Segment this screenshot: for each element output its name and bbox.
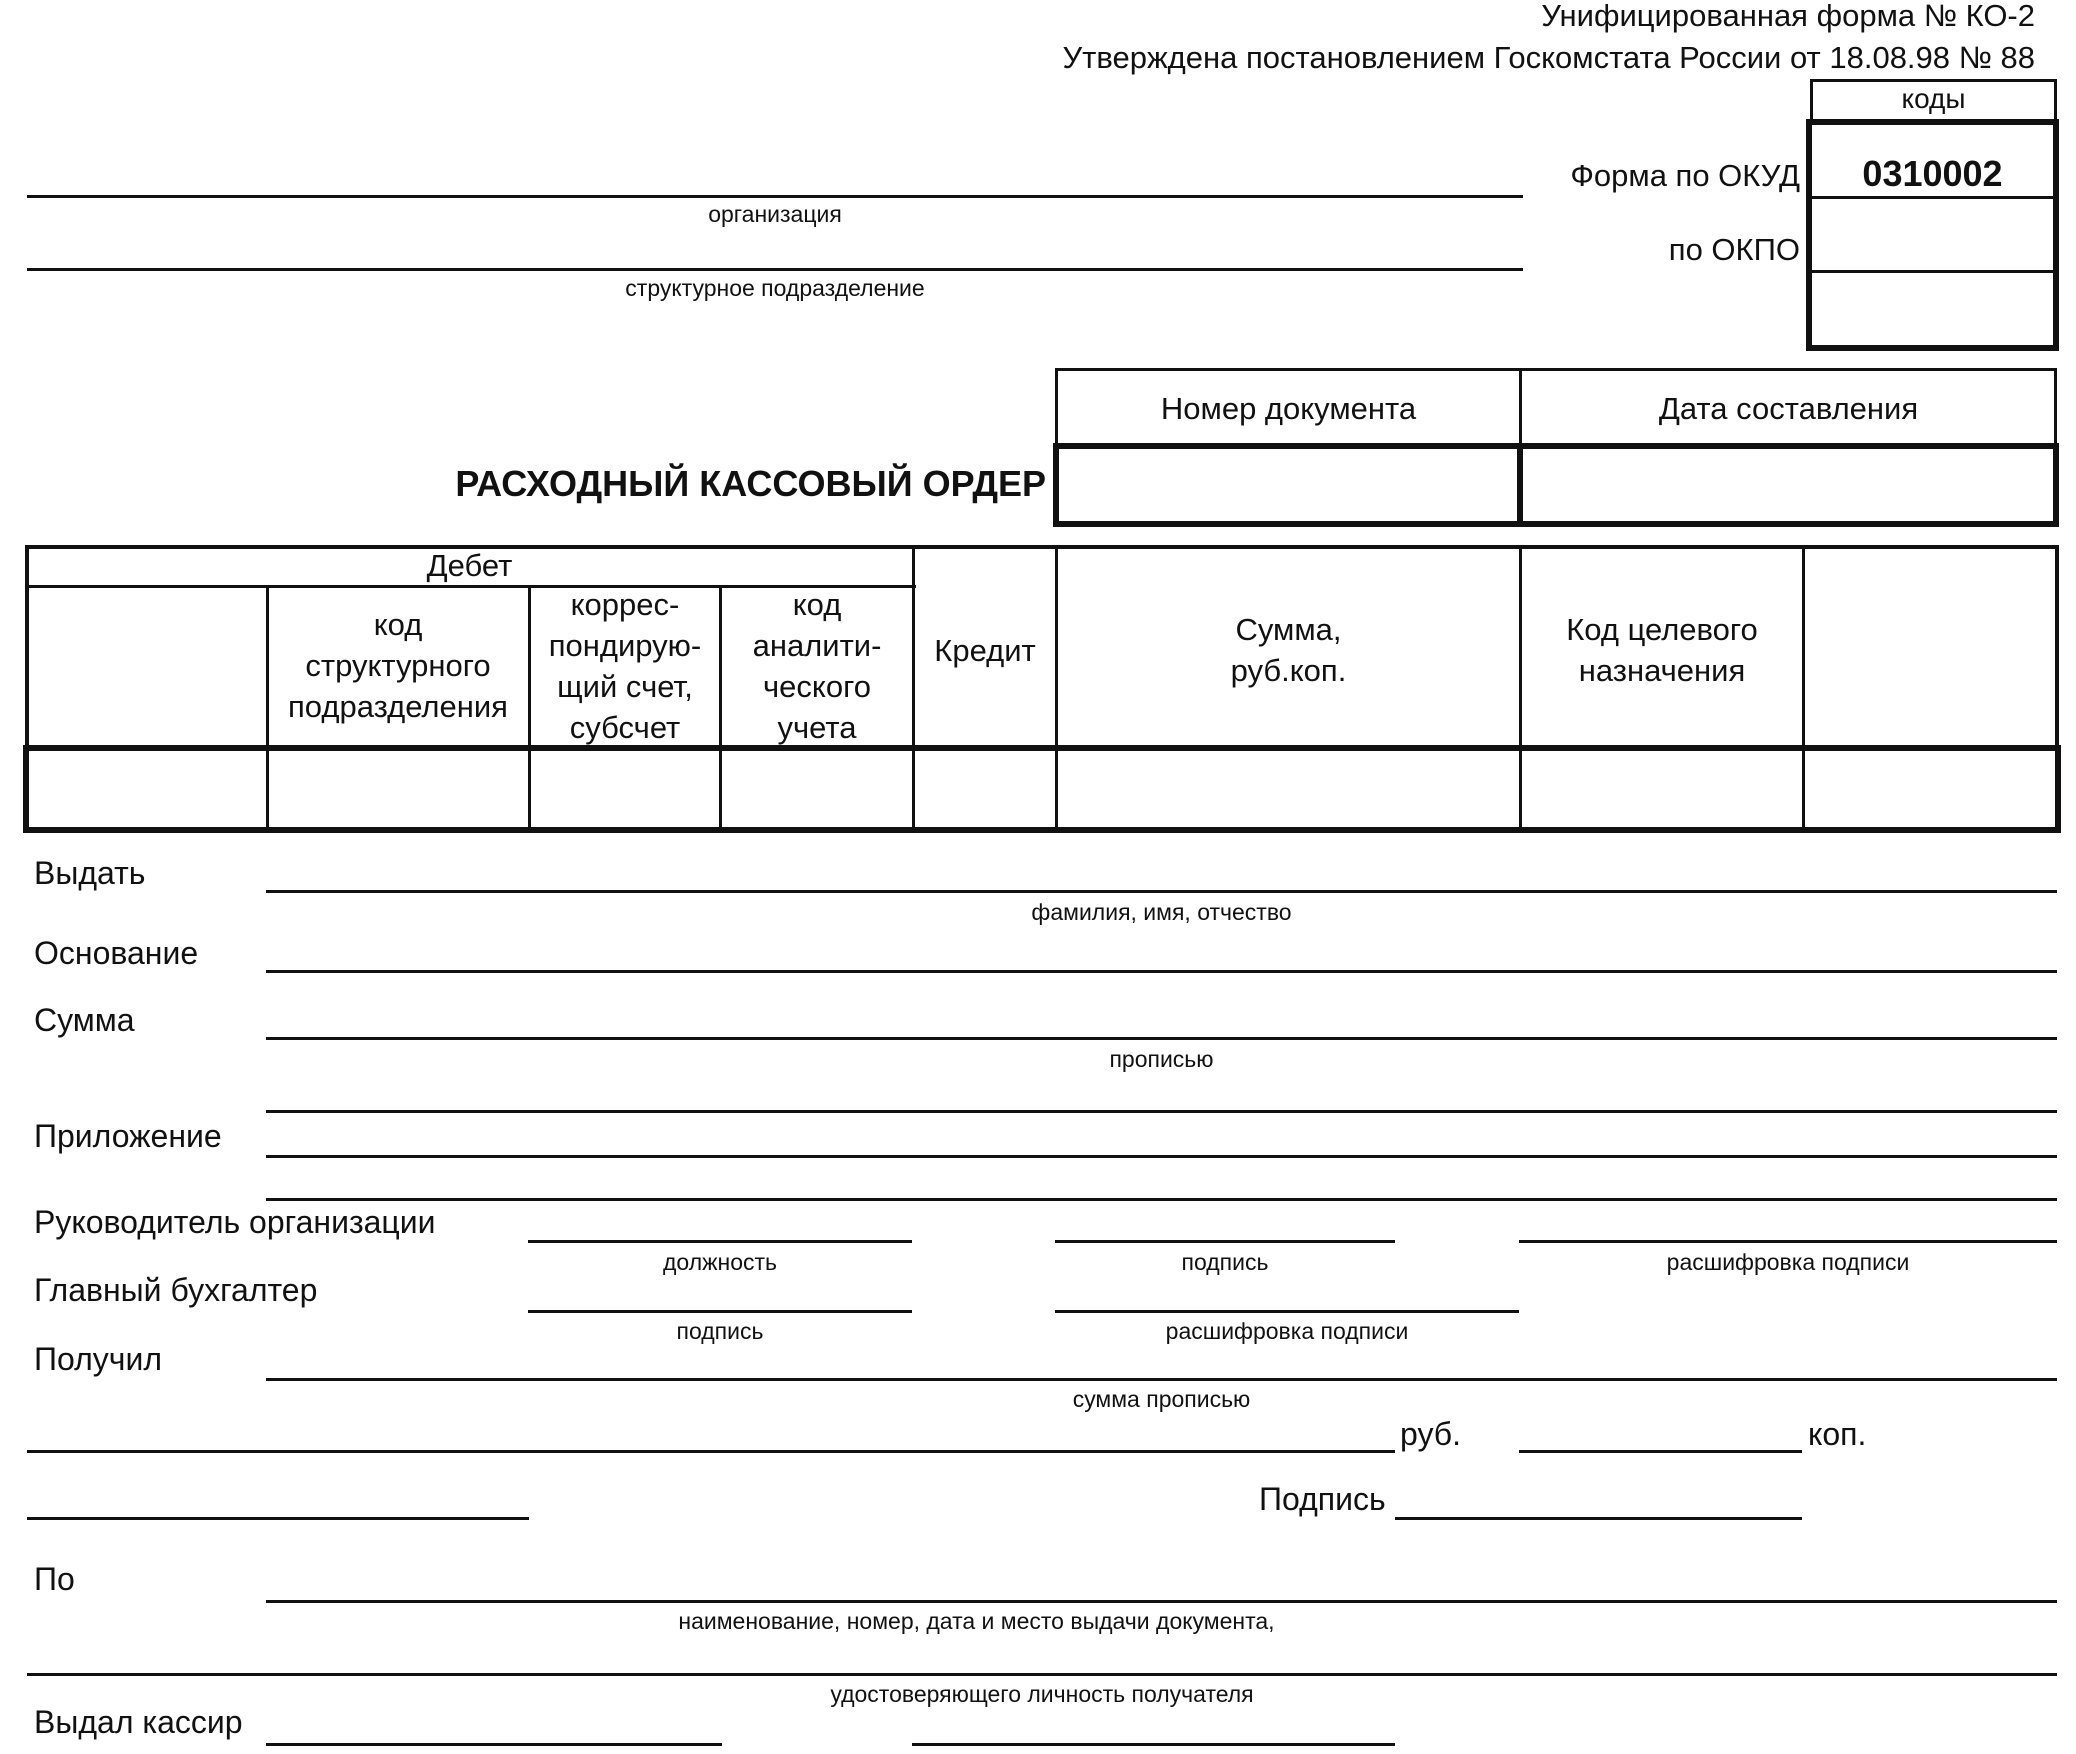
amount-line[interactable] bbox=[266, 1037, 2057, 1040]
col-purpose-code: Код целевого назначения bbox=[1566, 612, 1758, 688]
received-kop-line[interactable] bbox=[1519, 1450, 1802, 1453]
attachment-line-2[interactable] bbox=[266, 1198, 2057, 1201]
accounts-values-row bbox=[23, 745, 2061, 833]
issue-caption: фамилия, имя, отчество bbox=[1031, 899, 1292, 925]
head-position-line[interactable] bbox=[528, 1240, 912, 1243]
cashier-decode-line[interactable] bbox=[912, 1743, 1395, 1746]
issue-label: Выдать bbox=[34, 855, 146, 891]
by-label: По bbox=[34, 1561, 75, 1597]
by-line[interactable] bbox=[266, 1600, 2057, 1603]
date-line[interactable] bbox=[27, 1517, 529, 1520]
organization-caption: организация bbox=[708, 201, 842, 227]
col-div-1 bbox=[266, 586, 269, 829]
signature-label: Подпись bbox=[1259, 1481, 1386, 1517]
codes-title: коды bbox=[1901, 83, 1966, 114]
doc-number-header: Номер документа bbox=[1160, 390, 1417, 426]
chief-signature-line[interactable] bbox=[528, 1310, 912, 1313]
head-decode-caption: расшифровка подписи bbox=[1666, 1249, 1910, 1275]
okud-value[interactable]: 0310002 bbox=[1862, 153, 2003, 194]
doc-caption-2: удостоверяющего личность получателя bbox=[830, 1681, 1254, 1707]
col-amount: Сумма, руб.коп. bbox=[1230, 612, 1347, 688]
organization-line[interactable] bbox=[27, 195, 1523, 198]
chief-decode-caption: расшифровка подписи bbox=[1165, 1318, 1409, 1344]
cashier-label: Выдал кассир bbox=[34, 1704, 243, 1740]
codes-divider-2 bbox=[1806, 270, 2059, 273]
chief-signature-caption: подпись bbox=[676, 1318, 764, 1344]
form-name: Унифицированная форма № КО-2 bbox=[1541, 0, 2035, 33]
received-caption: сумма прописью bbox=[1072, 1386, 1251, 1412]
okpo-label: по ОКПО bbox=[1668, 232, 1800, 267]
amount-caption: прописью bbox=[1109, 1046, 1214, 1072]
col-div-3 bbox=[719, 586, 722, 829]
head-signature-caption: подпись bbox=[1181, 1249, 1269, 1275]
col-div-2 bbox=[528, 586, 531, 829]
issue-line[interactable] bbox=[266, 890, 2057, 893]
recipient-signature-line[interactable] bbox=[1395, 1517, 1802, 1520]
col-subdivision-code: код структурного подразделения bbox=[288, 606, 508, 724]
kop-label: коп. bbox=[1808, 1416, 1867, 1452]
codes-divider-1 bbox=[1806, 196, 2059, 199]
subdivision-line[interactable] bbox=[27, 268, 1523, 271]
amount-line-2[interactable] bbox=[266, 1110, 2057, 1113]
head-position-caption: должность bbox=[662, 1249, 778, 1275]
cashier-signature-line[interactable] bbox=[266, 1743, 722, 1746]
doc-number-value[interactable] bbox=[1059, 449, 1517, 521]
col-credit: Кредит bbox=[934, 632, 1036, 668]
debit-header: Дебет bbox=[426, 548, 513, 583]
chief-accountant-label: Главный бухгалтер bbox=[34, 1272, 318, 1308]
received-rub-line[interactable] bbox=[27, 1450, 1395, 1453]
head-label: Руководитель организации bbox=[34, 1204, 436, 1240]
okud-label: Форма по ОКУД bbox=[1570, 158, 1800, 193]
attachment-label: Приложение bbox=[34, 1118, 222, 1154]
head-decode-line[interactable] bbox=[1519, 1240, 2057, 1243]
col-analytic-code: код аналити-ческого учета bbox=[752, 587, 882, 745]
basis-label: Основание bbox=[34, 935, 199, 971]
attachment-line[interactable] bbox=[266, 1155, 2057, 1158]
approval-note: Утверждена постановлением Госкомстата России от 18.08.98 № 88 bbox=[1062, 40, 2035, 75]
rub-label: руб. bbox=[1400, 1416, 1462, 1452]
amount-label: Сумма bbox=[34, 1002, 135, 1038]
col-corr-account: коррес-пондирую-щий счет, субсчет bbox=[548, 587, 702, 745]
by-line-2[interactable] bbox=[27, 1673, 2057, 1676]
received-line[interactable] bbox=[266, 1378, 2057, 1381]
basis-line[interactable] bbox=[266, 970, 2057, 973]
doc-caption-1: наименование, номер, дата и место выдачи документа, bbox=[678, 1608, 1275, 1634]
doc-date-header: Дата составления bbox=[1658, 390, 1919, 426]
subdivision-caption: структурное подразделение bbox=[625, 275, 925, 301]
received-label: Получил bbox=[34, 1341, 162, 1377]
head-signature-line[interactable] bbox=[1055, 1240, 1395, 1243]
document-title: РАСХОДНЫЙ КАССОВЫЙ ОРДЕР bbox=[455, 463, 1046, 504]
col-div-7 bbox=[1802, 545, 1805, 829]
doc-date-value[interactable] bbox=[1523, 449, 2053, 521]
chief-decode-line[interactable] bbox=[1055, 1310, 1519, 1313]
